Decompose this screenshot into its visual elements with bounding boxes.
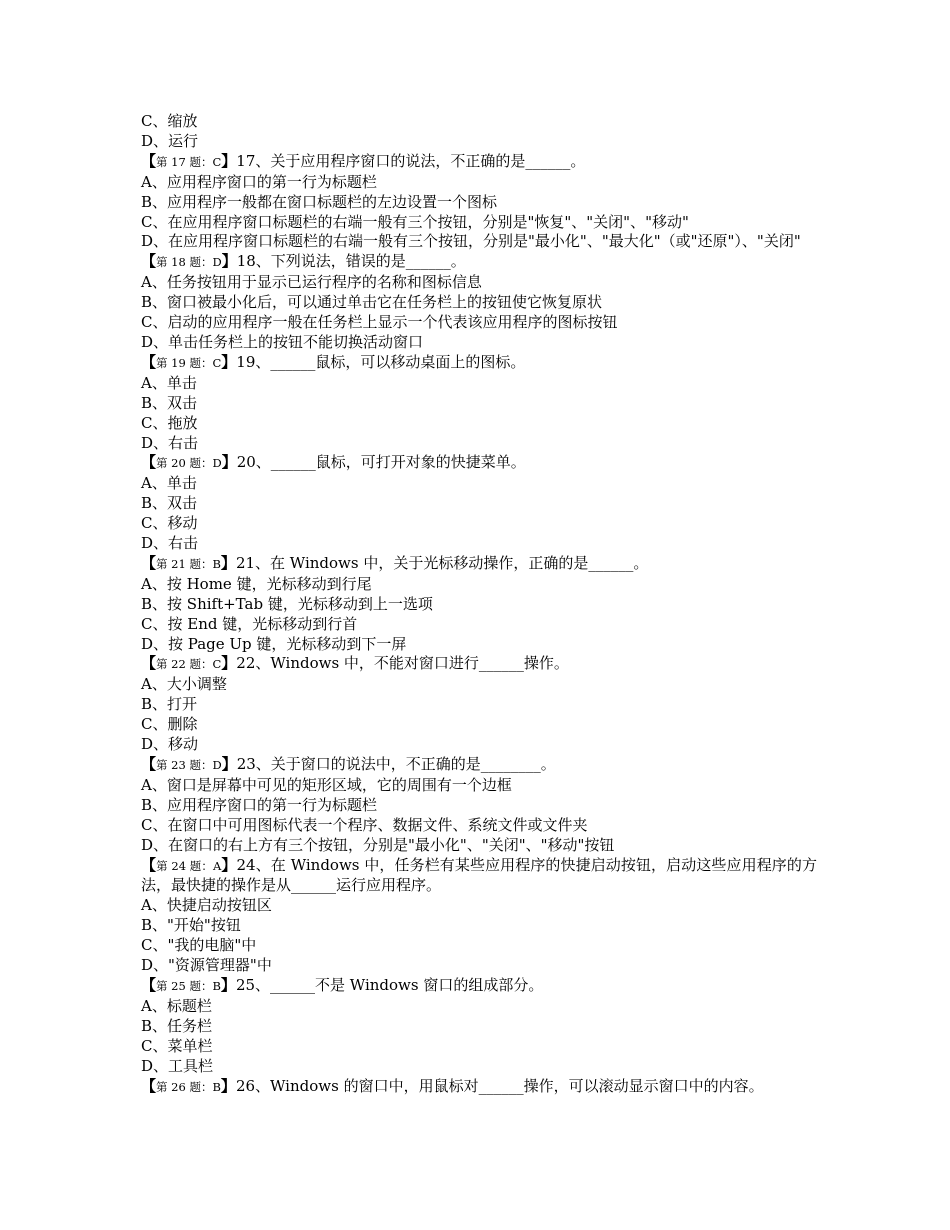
question-label: 第 18 题：D (156, 255, 222, 270)
question-line (141, 252, 817, 273)
question-label: 第 20 题：D (156, 456, 222, 471)
answer-option: B、按 Shift+Tab 键，光标移动到上一选项 (141, 594, 433, 613)
answer-option: C、在窗口中可用图标代表一个程序、数据文件、系统文件或文件夹 (141, 815, 588, 834)
answer-option: B、双击 (141, 494, 198, 513)
question-line (141, 755, 817, 776)
answer-option: A、标题栏 (141, 996, 212, 1015)
answer-option: A、大小调整 (141, 675, 227, 694)
answer-option: A、单击 (141, 474, 197, 493)
question-line (141, 453, 817, 474)
question-text: 26、Windows 的窗口中，用鼠标对______操作，可以滚动显示窗口中的内容。 (235, 1076, 764, 1095)
question-label: 第 22 题：C (156, 657, 222, 672)
question-number-tag: 【第 26 题：B】 (141, 1076, 236, 1095)
answer-option: D、移动 (141, 735, 199, 754)
question-label: 第 23 题：D (156, 758, 222, 772)
answer-option: C、拖放 (141, 413, 198, 432)
question-label: 第 21 题：B (156, 556, 221, 571)
answer-option: D、右击 (141, 433, 199, 452)
answer-option: D、"资源管理器"中 (141, 956, 272, 975)
question-label: 第 24 题：A (156, 858, 222, 873)
question-number-tag: 【第 25 题：B】 (141, 975, 236, 994)
question-line (141, 654, 817, 675)
answer-option: D、右击 (141, 534, 199, 553)
question-line (141, 152, 817, 173)
answer-option: C、启动的应用程序一般在任务栏上显示一个代表该应用程序的图标按钮 (141, 313, 618, 332)
question-list (141, 112, 817, 1097)
question-number-tag: 【第 19 题：C】 (141, 352, 237, 371)
question-text: 22、Windows 中，不能对窗口进行______操作。 (236, 654, 569, 673)
question-label: 第 19 题：C (156, 355, 222, 370)
answer-option: D、单击任务栏上的按钮不能切换活动窗口 (141, 332, 424, 351)
question-text: 17、关于应用程序窗口的说法，不正确的是______。 (236, 151, 586, 170)
answer-option: A、任务按钮用于显示已运行程序的名称和图标信息 (141, 273, 482, 292)
answer-option: C、移动 (141, 514, 198, 533)
question-number-tag: 【第 17 题：C】 (141, 151, 237, 170)
answer-option: B、"开始"按钮 (141, 916, 241, 935)
answer-option: A、按 Home 键，光标移动到行尾 (141, 574, 372, 593)
question-line (141, 1077, 817, 1098)
answer-option: C、在应用程序窗口标题栏的右端一般有三个按钮，分别是"恢复"、"关闭"、"移动" (141, 212, 689, 231)
answer-option: B、应用程序一般都在窗口标题栏的左边设置一个图标 (141, 192, 498, 211)
answer-option: A、应用程序窗口的第一行为标题栏 (141, 172, 377, 191)
question-label: 第 17 题：C (156, 154, 222, 169)
answer-option: D、在窗口的右上方有三个按钮，分别是"最小化"、"关闭"、"移动"按钮 (141, 835, 615, 854)
answer-option: B、应用程序窗口的第一行为标题栏 (141, 795, 378, 814)
question-line (141, 856, 817, 897)
question-line (141, 353, 817, 374)
question-text: 20、______鼠标，可打开对象的快捷菜单。 (236, 453, 526, 472)
answer-option: B、双击 (141, 393, 198, 412)
question-text: 23、关于窗口的说法中，不正确的是________。 (236, 755, 556, 773)
question-text: 18、下列说法，错误的是______。 (236, 252, 466, 271)
answer-option: A、快捷启动按钮区 (141, 896, 272, 915)
answer-option: C、删除 (141, 715, 198, 734)
question-text: 19、______鼠标，可以移动桌面上的图标。 (236, 352, 526, 371)
question-text: 21、在 Windows 中，关于光标移动操作，正确的是______。 (235, 553, 649, 572)
answer-option: C、缩放 (141, 112, 198, 130)
answer-option: D、按 Page Up 键，光标移动到下一屏 (141, 634, 407, 653)
question-line (141, 554, 817, 575)
question-line (141, 976, 817, 997)
question-number-tag: 【第 22 题：C】 (141, 654, 237, 673)
question-number-tag: 【第 24 题：A】 (141, 855, 237, 874)
question-text: 24、在 Windows 中，任务栏有某些应用程序的快捷启动按钮，启动这些应用程序的方法，最快捷的操作是从______运行应用程序。 (141, 855, 817, 895)
answer-option: B、窗口被最小化后，可以通过单击它在任务栏上的按钮使它恢复原状 (141, 293, 603, 312)
question-label: 第 25 题：B (156, 978, 221, 993)
answer-option: D、在应用程序窗口标题栏的右端一般有三个按钮，分别是"最小化"、"最大化"（或"还原"）、"关闭" (141, 232, 801, 251)
answer-option: B、打开 (141, 695, 198, 714)
answer-option: D、工具栏 (141, 1056, 214, 1075)
question-number-tag: 【第 23 题：D】 (141, 755, 237, 773)
question-number-tag: 【第 21 题：B】 (141, 553, 236, 572)
answer-option: D、运行 (141, 131, 199, 150)
answer-option: C、"我的电脑"中 (141, 936, 257, 955)
question-number-tag: 【第 20 题：D】 (141, 453, 237, 472)
answer-option: B、任务栏 (141, 1016, 213, 1035)
question-number-tag: 【第 18 题：D】 (141, 252, 237, 271)
answer-option: C、菜单栏 (141, 1036, 213, 1055)
answer-option: C、按 End 键，光标移动到行首 (141, 614, 358, 633)
question-label: 第 26 题：B (156, 1079, 221, 1094)
answer-option: A、单击 (141, 373, 197, 392)
question-text: 25、______不是 Windows 窗口的组成部分。 (235, 975, 544, 994)
answer-option: A、窗口是屏幕中可见的矩形区域，它的周围有一个边框 (141, 775, 512, 794)
